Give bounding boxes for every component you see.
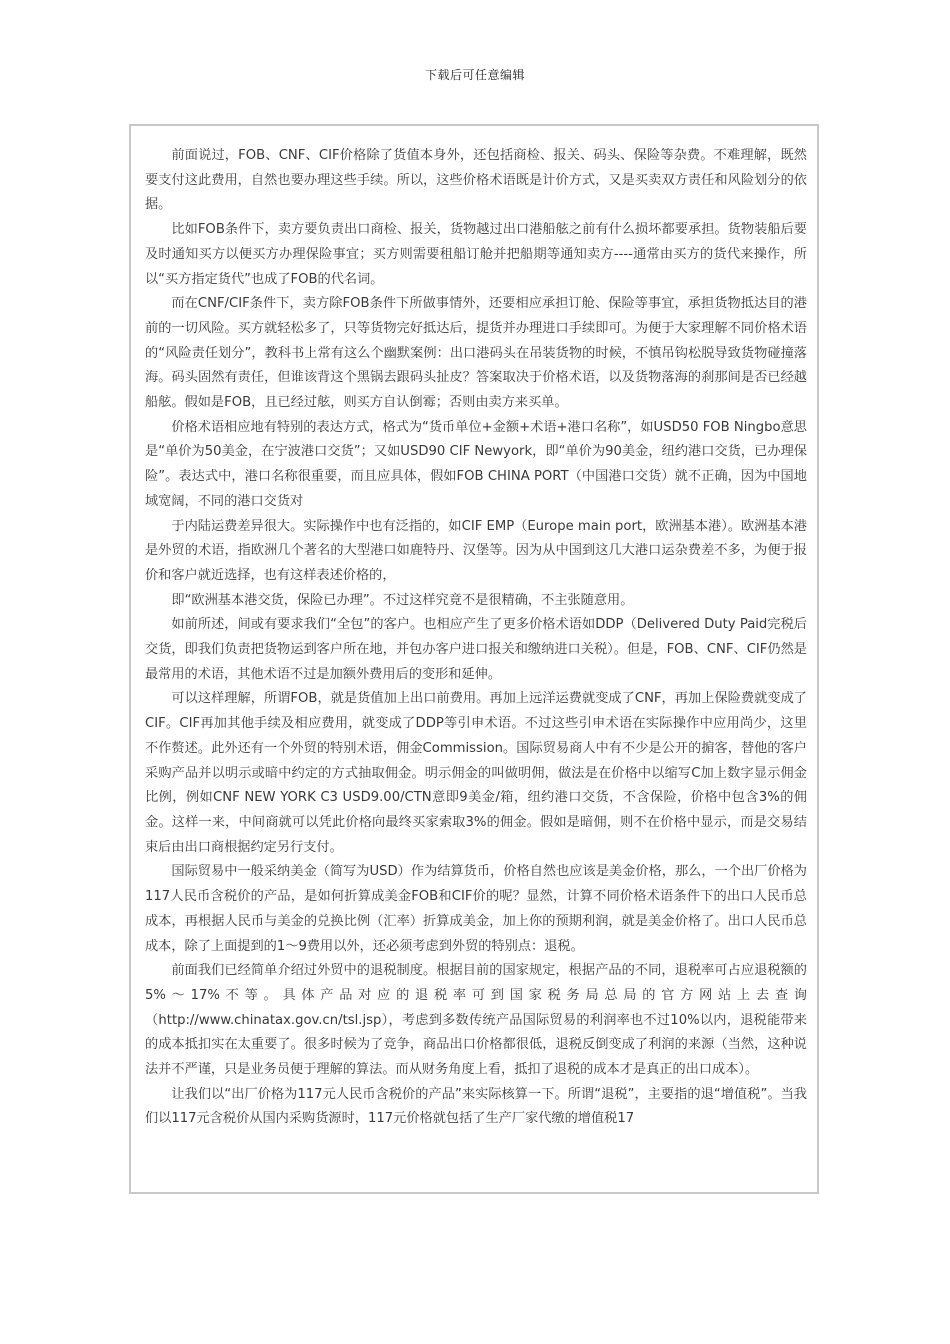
paragraph-1: 前面说过，FOB、CNF、CIF价格除了货值本身外，还包括商检、报关、码头、保险等杂费。不难理解，既然要支付这此费用，自然也要办理这些手续。所以，这些价格术语既是计价方式，又是买卖双方责任和风险划分的依据。 [145,148,807,213]
paragraph-6: 即“欧洲基本港交货，保险已办理”。不过这样究竟不是很精确，不主张随意用。 [171,592,634,608]
paragraph-9: 国际贸易中一般采纳美金（简写为USD）作为结算货币，价格自然也应该是美金价格，那么，一个出厂价格为117人民币含税价的产品，是如何折算成美金FOB和CIF价的呢？显然，计算不同价格术语条件下的出口人民币总成本，再根据人民币与美金的兑换比例（汇率）折算成美金，加上你的预期利润，就是美金价格了。出口人民币总成本，除了上面提到的1～9费用以外，还必须考虑到外贸的特别点：退税。 [145,864,807,954]
paragraph-7: 如前所述，间或有要求我们“全包”的客户。也相应产生了更多价格术语如DDP（Delivered Duty Paid完税后交货，即我们负责把货物运到客户所在地，并包办客户进口报关和缴纳进口关税）。但是，FOB、CNF、CIF仍然是最常用的术语，其他术语不过是加额外费用后的变形和延伸。 [145,617,807,682]
paragraph-10: 前面我们已经简单介绍过外贸中的退税制度。根据目前的国家规定，根据产品的不同，退税率可占应退税额的5%～17%不等。具体产品对应的退税率可到国家税务局总局的官方网站上去查询（http://www.chinatax.gov.cn/tsl.jsp），考虑到多数传统产品国际贸易的利润率也不过10%以内，退税能带来的成本抵扣实在太重要了。很多时候为了竞争，商品出口价格都很低，退税反倒变成了利润的来源（当然，这种说法并不严谨，只是业务员便于理解的算法。而从财务角度上看，抵扣了退税的成本才是真正的出口成本）。 [145,963,807,1078]
page-header: 下载后可任意编辑 [424,68,525,82]
paragraph-3: 而在CNF/CIF条件下，卖方除FOB条件下所做事情外，还要相应承担订舱、保险等事宜，承担货物抵达目的港前的一切风险。买方就轻松多了，只等货物完好抵达后，提货并办理进口手续即可。为便于大家理解不同价格术语的“风险责任划分”，教科书上常有这么个幽默案例：出口港码头在吊装货物的时候，不慎吊钩松脱导致货物碰撞落海。码头固然有责任，但谁该背这个黑锅去跟码头扯皮？答案取决于价格术语，以及货物落海的刹那间是否已经越船舷。假如是FOB，且已经过舷，则买方自认倒霉；否则由卖方来买单。 [145,296,807,411]
paragraph-4: 价格术语相应地有特别的表达方式，格式为“货币单位+金额+术语+港口名称”，如USD50 FOB Ningbo意思是“单价为50美金，在宁波港口交货”；又如USD90 CIF Newyork，即“单价为90美金，纽约港口交货，已办理保险”。表达式中，港口名称很重要，而且应具体，假如FOB CHINA PORT（中国港口交货）就不正确，因为中国地域宽阔，不同的港口交货对 [145,419,807,509]
document-body [129,124,819,1194]
paragraph-8: 可以这样理解，所谓FOB，就是货值加上出口前费用。再加上远洋运费就变成了CNF，再加上保险费就变成了CIF。CIF再加其他手续及相应费用，就变成了DDP等引申术语。不过这些引申术语在实际操作中应用尚少，这里不作赘述。此外还有一个外贸的特别术语，佣金Commission。国际贸易商人中有不少是公开的掮客，替他的客户采购产品并以明示或暗中约定的方式抽取佣金。明示佣金的叫做明佣，做法是在价格中以缩写C加上数字显示佣金比例，例如CNF NEW YORK C3 USD9.00/CTN意即9美金/箱，纽约港口交货，不含保险，价格中包含3%的佣金。这样一来，中间商就可以凭此价格向最终买家索取3%的佣金。假如是暗佣，则不在价格中显示，而是交易结束后由出口商根据约定另行支付。 [145,691,807,855]
paragraph-2: 比如FOB条件下，卖方要负责出口商检、报关，货物越过出口港船舷之前有什么损坏都要承担。货物装船后要及时通知买方以便买方办理保险事宜；买方则需要租船订舱并把船期等通知卖方----通常由买方的货代来操作，所以“买方指定货代”也成了FOB的代名词。 [145,222,807,287]
paragraph-5: 于内陆运费差异很大。实际操作中也有泛指的，如CIF EMP（Europe main port，欧洲基本港）。欧洲基本港是外贸的术语，指欧洲几个著名的大型港口如鹿特丹、汉堡等。因为从中国到这几大港口运杂费差不多，为便于报价和客户就近选择，也有这样表述价格的， [145,518,807,583]
paragraph-11: 让我们以“出厂价格为117元人民币含税价的产品”来实际核算一下。所谓“退税”，主要指的退“增值税”。当我们以117元含税价从国内采购货源时，117元价格就包括了生产厂家代缴的增值税17 [145,1086,807,1127]
